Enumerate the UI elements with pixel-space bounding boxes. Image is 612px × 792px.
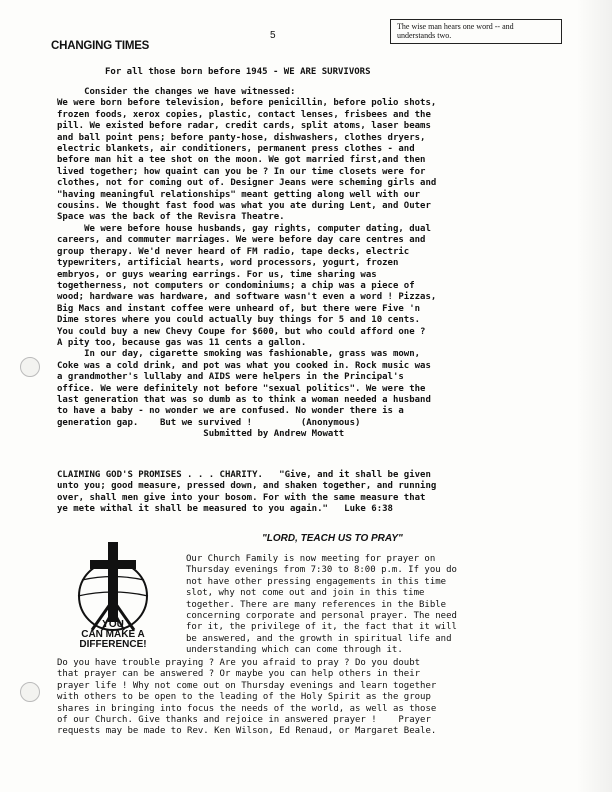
text-line: of our Church. Give thanks and rejoice in answered prayer ! Prayer: [57, 715, 431, 726]
text-line: be answered, and the growth in spiritual life and: [186, 633, 452, 644]
text-line: concerning corporate and personal prayer. The need: [186, 611, 457, 622]
byline: Submitted by Andrew Mowatt: [57, 429, 345, 440]
logo-caption: [72, 620, 154, 650]
text-line: pill. We existed before radar, credit cards, split atoms, laser beams: [57, 121, 431, 132]
text-line: office. We were definitely not before "sexual politics". We were the: [57, 383, 426, 394]
logo-caption-line: DIFFERENCE!: [79, 639, 147, 650]
text-line: slot, why not come out and join in this time: [186, 588, 425, 599]
text-line: group therapy. We'd never heard of FM radio, tape decks, electric: [57, 246, 410, 257]
text-line: In our day, cigarette smoking was fashionable, grass was mown,: [57, 349, 421, 360]
text-line: CLAIMING GOD'S PROMISES . . . CHARITY. "Give, and it shall be given: [57, 470, 431, 480]
text-line: frozen foods, xerox copies, plastic, contact lenses, frisbees and the: [57, 109, 431, 120]
text-line: careers, and commuter marriages. We were before day care centres and: [57, 235, 426, 246]
text-line: electric blankets, air conditioners, permanent press clothes - and: [57, 144, 415, 155]
text-line: We were born before television, before penicillin, before polio shots,: [57, 98, 437, 109]
quote-line: understands two.: [397, 31, 452, 40]
text-line: You could buy a new Chevy Coupe for $600, but who could afford one ?: [57, 326, 426, 337]
text-line: a grandmother's lullaby and AIDS were helpers in the Principal's: [57, 372, 404, 383]
text-line: Thursday evenings from 7:30 to 8:00 p.m. If you do: [186, 565, 457, 576]
punch-hole: [20, 682, 40, 702]
logo-caption-line: CAN MAKE A: [81, 629, 145, 640]
text-line: A pity too, because gas was 11 cents a gallon.: [57, 337, 307, 348]
text-line: Coke was a cold drink, and pot was what you cooked in. Rock music was: [57, 360, 431, 371]
text-line: wood; hardware was hardware, and software wasn't even a word ! Pizzas,: [57, 292, 437, 303]
text-line: with others to be open to the leading of the Holy Spirit as the group: [57, 692, 431, 703]
text-line: to have a baby - no wonder we are confused. No wonder there is a: [57, 406, 404, 417]
text-line: typewriters, artificial hearts, word processors, yogurt, frozen: [57, 258, 399, 269]
text-line: shares in bringing into focus the needs of the world, as well as those: [57, 703, 437, 714]
text-line: not have other pressing engagements in this time: [186, 576, 447, 587]
text-line: before man hit a tee shot on the moon. We got married first,and then: [57, 155, 426, 166]
text-line: Dime stores where you could actually buy things for 5 and 10 cents.: [57, 315, 421, 326]
text-line: cousins. We thought fast food was what you ate during Lent, and Outer: [57, 201, 431, 212]
quote-line: The wise man hears one word -- and: [397, 22, 514, 31]
text-line: clothes, not for coming out of. Designer Jeans were scheming girls and: [57, 178, 437, 189]
text-line: lived together; how quaint can you be ? In our time closets were for: [57, 166, 426, 177]
text-line: last generation that was so dumb as to think a woman needed a husband: [57, 394, 431, 405]
text-line: and ball point pens; before panty-hose, dishwashers, clothes dryers,: [57, 132, 426, 143]
text-line: Consider the changes we have witnessed:: [57, 87, 296, 97]
text-line: Do you have trouble praying ? Are you afraid to pray ? Do you doubt: [57, 658, 421, 668]
text-line: We were before house husbands, gay rights, computer dating, dual: [57, 223, 431, 234]
newsletter-name: CHANGING TIMES: [51, 40, 150, 52]
text-line: generation gap. But we survived ! (Anonymous): [57, 417, 361, 428]
text-line: that prayer can be answered ? Or maybe you can help others in their: [57, 669, 421, 680]
logo-caption-line: YOU: [102, 619, 124, 630]
text-line: together. There are many references in the Bible: [186, 599, 447, 610]
facing-page-bleed: [576, 0, 612, 792]
quote-box: [390, 19, 562, 44]
prayer-side-text: [186, 554, 457, 657]
prayer-heading: "LORD, TEACH US TO PRAY": [262, 533, 403, 544]
punch-hole: [20, 357, 40, 377]
promises-section: [57, 470, 436, 516]
text-line: for it, the privilege of it, the fact that it will: [186, 622, 457, 633]
text-line: "having meaningful relationships" meant getting along well with our: [57, 189, 421, 200]
text-line: Space was the back of the Revisra Theatre.: [57, 212, 285, 223]
text-line: requests may be made to Rev. Ken Wilson, Ed Renaud, or Margaret Beale.: [57, 726, 437, 737]
text-line: unto you; good measure, pressed down, and shaken together, and running: [57, 481, 437, 492]
text-line: ye mete withal it shall be measured to you again." Luke 6:38: [57, 504, 393, 515]
text-line: over, shall men give into your bosom. For with the same measure that: [57, 492, 426, 503]
text-line: understanding which can come through it.: [186, 645, 403, 656]
text-line: Our Church Family is now meeting for prayer on: [186, 554, 436, 564]
article-title: For all those born before 1945 - WE ARE SURVIVORS: [105, 67, 371, 77]
page-number: 5: [270, 30, 276, 41]
text-line: togetherness, not computers or condominiums; a chip was a piece of: [57, 280, 415, 291]
text-line: embryos, or guys wearing earrings. For us, time sharing was: [57, 269, 377, 280]
prayer-full-text: [57, 658, 436, 738]
survivors-article: [57, 87, 436, 441]
text-line: Big Macs and instant coffee were unheard of, but there were Five 'n: [57, 303, 421, 314]
text-line: prayer life ! Why not come out on Thursday evenings and learn together: [57, 680, 437, 691]
